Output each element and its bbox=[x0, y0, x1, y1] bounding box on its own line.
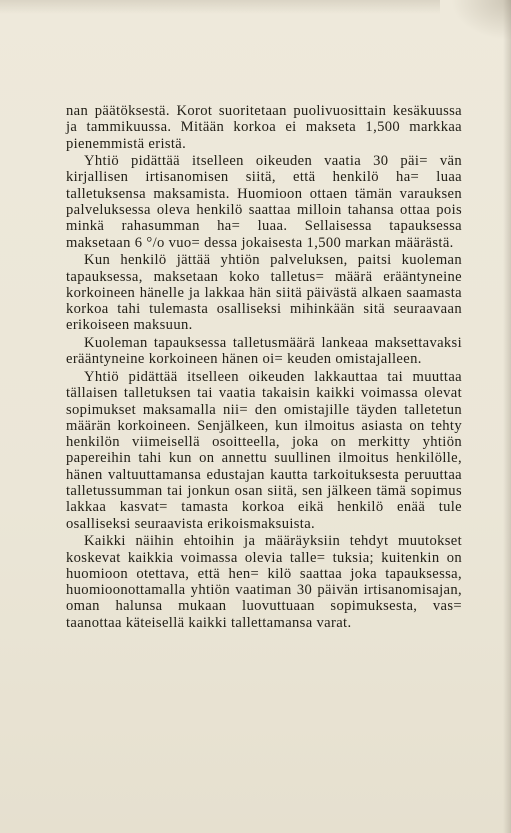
page-corner-shadow bbox=[451, 0, 511, 40]
paragraph-termination-right: Yhtiö pidättää itselleen oikeuden lakkauttaa tai muuttaa tällaisen talletuksen tai vaatia takaisin kaikki voimassa olevat sopimukset maksamalla nii= den omistajille täyden talletetun määrän korkoineen. Senjälkeen, kun ilmoitus asiasta on tehty henkilön viimeisellä osoitteella, joka on merkitty yhtiön papereihin tahi kun on annettu suullinen ilmoitus henkilölle, hänen valtuuttamansa edustajan kautta tarkoituksesta peruuttaa talletussumman tai jonkun osan siitä, sen jälkeen tämä sopimus lakkaa kasvat= tamasta korkoa eikä henkilö enää tule osalliseksi seuraavista erikoismaksuista. bbox=[66, 368, 462, 532]
paragraph-changes: Kaikki näihin ehtoihin ja määräyksiin tehdyt muutokset koskevat kaikkia voimassa olevia talle= tuksia; kuitenkin on huomioon otettava, että hen= kilö saattaa joka tapauksessa, huomioonottamalla yhtiön vaatiman 30 päivän irtisanomisajan, oman halunsa mukaan luovuttuaan sopimuksesta, vas= taanottaa käteisellä kaikki tallettamansa varat. bbox=[66, 533, 462, 631]
page-right-edge bbox=[503, 0, 511, 833]
top-edge-shadow bbox=[0, 0, 440, 14]
body-text bbox=[66, 103, 462, 631]
paragraph-interest-payment: nan päätöksestä. Korot suoritetaan puolivuosittain kesäkuussa ja tammikuussa. Mitään korkoa ei makseta 1,500 markkaa pienemmistä eristä. bbox=[66, 103, 462, 152]
paragraph-leaving-service: Kun henkilö jättää yhtiön palveluksen, paitsi kuoleman tapauksessa, maksetaan koko talletus= määrä erääntyneine korkoineen hänelle ja lakkaa hän siitä päivästä alkaen saamasta korkoa tahi tulemasta osalliseksi mihinkään sitä seuraavaan erikoiseen maksuun. bbox=[66, 252, 462, 334]
paragraph-withdrawal-notice: Yhtiö pidättää itselleen oikeuden vaatia 30 päi= vän kirjallisen irtisanomisen siitä, että henkilö ha= luaa talletuksensa maksamista. Huomioon ottaen tämän varauksen palveluksessa oleva henkilö saattaa milloin tahansa ottaa pois minkä rahasumman ha= luaa. Sellaisessa tapauksessa maksetaan 6 °/o vuo= dessa jokaisesta 1,500 markan määrästä. bbox=[66, 153, 462, 251]
paragraph-death-case: Kuoleman tapauksessa talletusmäärä lankeaa maksettavaksi erääntyneine korkoineen hänen oi= keuden omistajalleen. bbox=[66, 335, 462, 368]
